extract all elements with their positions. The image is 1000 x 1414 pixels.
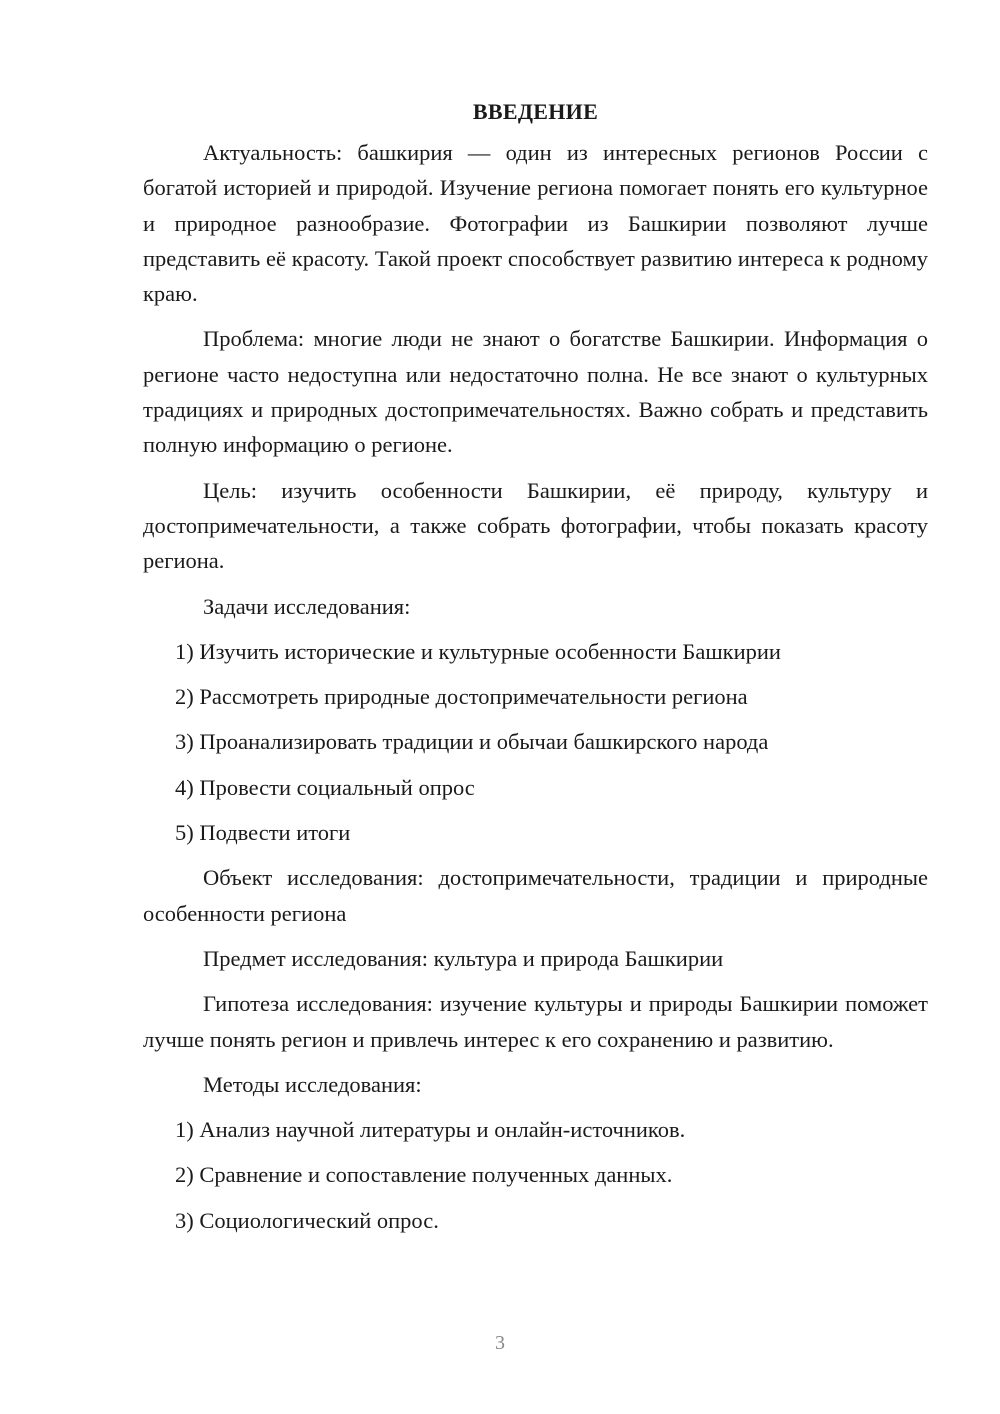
document-page (143, 94, 928, 1248)
task-item: 2) Рассмотреть природные достопримечательности региона (175, 684, 748, 710)
object-paragraph: Объект исследования: достопримечательности, традиции и природные особенности региона (143, 865, 928, 926)
hypothesis-paragraph: Гипотеза исследования: изучение культуры и природы Башкирии поможет лучше понять регион и привлечь интерес к его сохранению и развитию. (143, 991, 928, 1052)
task-item: 3) Проанализировать традиции и обычаи башкирского народа (175, 729, 769, 755)
relevance-paragraph: Актуальность: башкирия — один из интересных регионов России с богатой историей и природой. Изучение региона помогает понять его культурное и природное разнообразие. Фотографии из Башкирии позволяют лучше представить её красоту. Такой проект способствует развитию интереса к родному краю. (143, 140, 928, 307)
page-number: 3 (495, 1332, 505, 1354)
task-item: 5) Подвести итоги (175, 820, 351, 846)
task-item: 1) Изучить исторические и культурные особенности Башкирии (175, 638, 781, 664)
tasks-heading: Задачи исследования: (203, 593, 411, 619)
methods-heading: Методы исследования: (203, 1071, 422, 1097)
page-title: ВВЕДЕНИЕ (472, 99, 599, 124)
method-item: 3) Социологический опрос. (175, 1207, 439, 1233)
method-item: 1) Анализ научной литературы и онлайн-источников. (175, 1117, 686, 1143)
method-item: 2) Сравнение и сопоставление полученных данных. (175, 1162, 673, 1188)
subject-paragraph: Предмет исследования: культура и природа Башкирии (203, 945, 724, 971)
goal-paragraph: Цель: изучить особенности Башкирии, её природу, культуру и достопримечательности, а также собрать фотографии, чтобы показать красоту региона. (143, 477, 928, 574)
problem-paragraph: Проблема: многие люди не знают о богатстве Башкирии. Информация о регионе часто недоступна или недостаточно полна. Не все знают о культурных традициях и природных достопримечательностях. Важно собрать и представить полную информацию о регионе. (143, 326, 928, 458)
task-item: 4) Провести социальный опрос (175, 774, 475, 800)
